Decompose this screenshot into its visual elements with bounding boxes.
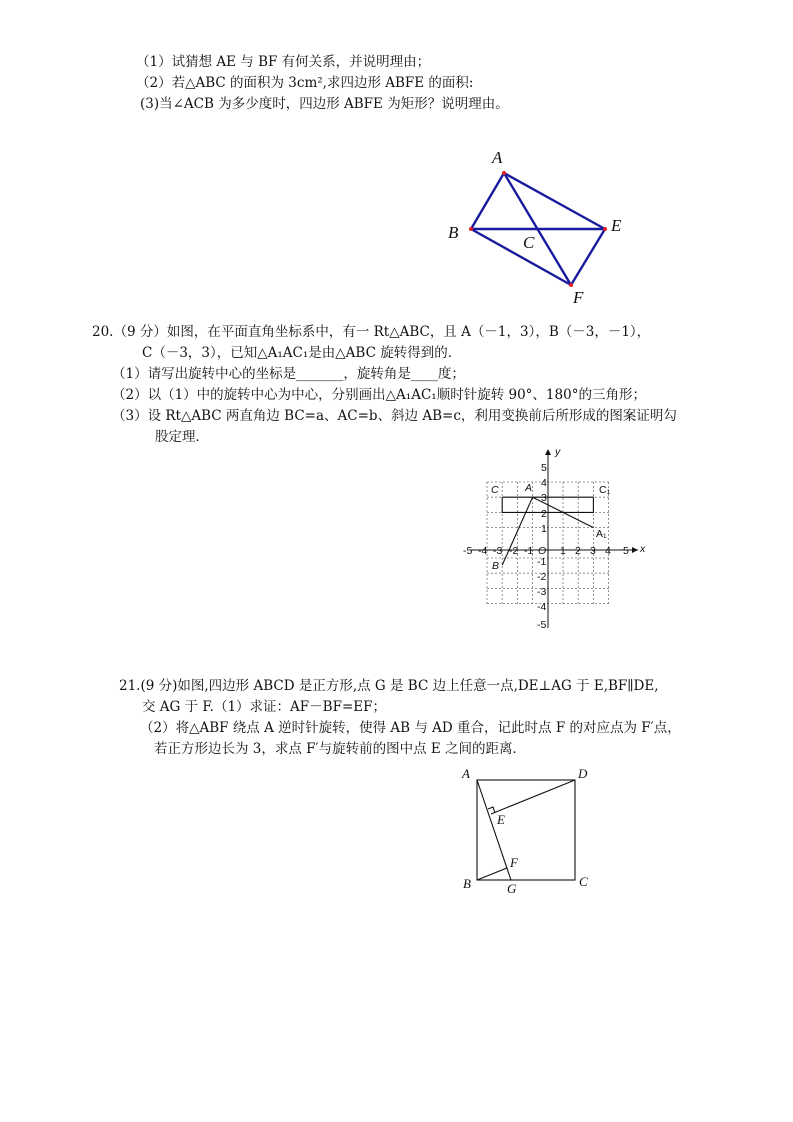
x-tick: -5 (463, 545, 473, 557)
x-arrow (632, 547, 638, 553)
q21-square-figure (455, 762, 605, 897)
x-tick: 4 (605, 545, 611, 557)
x-tick: 1 (560, 545, 566, 557)
q20-stem-1: 20.（9 分）如图，在平面直角坐标系中，有一 Rt△ABC，且 A（－1，3），B（－3，－1）， (92, 324, 651, 340)
point-A (502, 171, 506, 175)
q20-part1: （1）请写出旋转中心的坐标是_______，旋转角是____度； (112, 366, 465, 382)
q20-part2: （2）以（1）中的旋转中心为中心，分别画出△A₁AC₁顺时针旋转 90°、180°的三角形； (112, 387, 646, 403)
label-C: C (491, 484, 499, 496)
seg-DE (491, 780, 575, 814)
point-B (469, 227, 473, 231)
seg-AE (504, 173, 605, 229)
label-A: A (462, 766, 470, 781)
square-ABCD (477, 780, 575, 880)
y-tick: -5 (537, 619, 547, 631)
point-F (569, 283, 573, 287)
x-tick: -2 (509, 545, 519, 557)
label-C1: C₁ (599, 484, 611, 496)
x-tick: 3 (590, 545, 596, 557)
y-tick: -3 (537, 586, 547, 598)
x-tick: -4 (478, 545, 488, 557)
x-tick: 5 (623, 545, 629, 557)
y-tick: 3 (541, 492, 547, 504)
seg-BF (477, 868, 507, 880)
label-B: B (492, 560, 500, 572)
point-E (603, 227, 607, 231)
seg-BF (471, 229, 571, 285)
seg-AG (477, 780, 511, 880)
label-C: C (523, 233, 535, 252)
x-tick: 2 (575, 545, 581, 557)
label-A: A (492, 148, 503, 167)
label-E: E (611, 216, 622, 235)
right-angle-mark (488, 807, 495, 813)
q20-part3: （3）设 Rt△ABC 两直角边 BC=a、AC=b、斜边 AB=c，利用变换前后所形成的图案证明勾 (112, 408, 677, 424)
label-F: F (510, 855, 518, 870)
label-F: F (573, 288, 584, 307)
q20-coordinate-figure (460, 445, 650, 635)
label-B: B (463, 876, 471, 891)
x-axis-label: x (640, 543, 646, 555)
y-tick: -4 (537, 601, 547, 613)
label-A1: A₁ (596, 528, 607, 540)
label-B: B (448, 223, 459, 242)
q21-part2-cont: 若正方形边长为 3，求点 F′与旋转前的图中点 E 之间的距离． (154, 741, 527, 757)
q20-part3-cont: 股定理． (155, 429, 209, 445)
q21-stem-2: 交 AG 于 F.（1）求证：AF－BF=EF； (142, 699, 386, 715)
seg-AB (471, 173, 504, 229)
q19-part2: （2）若△ABC 的面积为 3cm²,求四边形 ABFE 的面积: (136, 75, 474, 91)
q21-part2: （2）将△ABF 绕点 A 逆时针旋转，使得 AB 与 AD 重合，记此时点 F 的对应点为 F′点， (140, 720, 681, 736)
y-axis-label: y (555, 446, 561, 458)
q20-stem-2: C（－3，3），已知△A₁AC₁是由△ABC 旋转得到的． (142, 345, 462, 361)
label-C: C (579, 874, 588, 889)
label-G: G (507, 881, 517, 896)
q19-figure (440, 145, 630, 310)
label-A: A (525, 482, 533, 494)
y-arrow (545, 449, 551, 455)
q19-part1: （1）试猜想 AE 与 BF 有何关系，并说明理由； (136, 54, 431, 70)
y-tick: -2 (537, 571, 547, 583)
seg-EF (571, 229, 605, 285)
y-tick: -1 (537, 556, 547, 568)
q21-stem-1: 21.(9 分)如图,四边形 ABCD 是正方形,点 G 是 BC 边上任意一点,DE⊥AG 于 E,BF∥DE, (119, 678, 659, 694)
y-tick: 4 (541, 477, 547, 489)
x-tick: -1 (524, 545, 534, 557)
y-tick: 1 (541, 523, 547, 535)
label-D: D (578, 766, 588, 781)
q19-part3: (3)当∠ACB 为多少度时，四边形 ABFE 为矩形？说明理由。 (140, 96, 509, 112)
y-tick: 5 (541, 462, 547, 474)
x-tick: -3 (493, 545, 503, 557)
label-E: E (497, 812, 505, 827)
y-tick: 2 (541, 508, 547, 520)
origin-label: O (538, 545, 547, 557)
